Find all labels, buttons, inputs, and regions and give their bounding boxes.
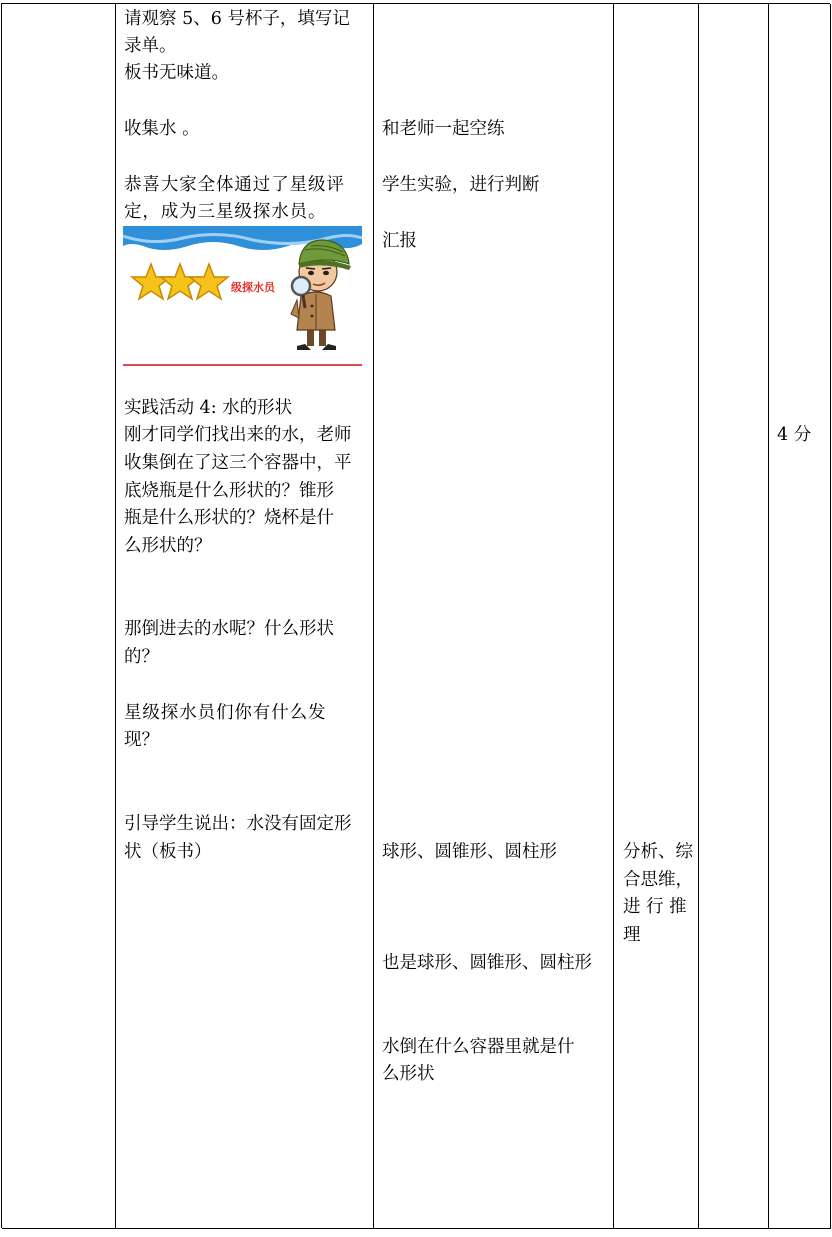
intent-text: 理 <box>623 925 641 945</box>
banner-label: 级探水员 <box>231 281 275 294</box>
teacher-text: 板书无味道。 <box>124 63 229 83</box>
student-text: 学生实验，进行判断 <box>382 175 540 195</box>
student-text: 水倒在什么容器里就是什 <box>382 1037 575 1057</box>
teacher-text: 定，成为三星级探水员。 <box>124 202 327 222</box>
teacher-text: 录单。 <box>124 36 177 56</box>
column-6-time <box>768 4 831 1228</box>
teacher-text: 瓶是什么形状的？烧杯是什 <box>124 508 334 528</box>
intent-text: 合思维， <box>623 870 693 890</box>
teacher-text: 实践活动 4: 水的形状 <box>124 398 293 418</box>
teacher-text: 请观察 5、6 号杯子，填写记 <box>124 9 350 29</box>
three-star-detective-banner <box>123 226 362 366</box>
teacher-text: 底烧瓶是什么形状的？锥形 <box>124 481 334 501</box>
teacher-text: 么形状的？ <box>124 536 212 556</box>
student-text: 汇报 <box>382 231 417 251</box>
teacher-text: 现？ <box>124 730 159 750</box>
teacher-text: 星级探水员们你有什么发 <box>124 703 327 723</box>
table-bottom-border <box>2 1228 831 1229</box>
teacher-text: 恭喜大家全体通过了星级评 <box>124 175 345 195</box>
teacher-text: 收集倒在了这三个容器中，平 <box>124 453 352 473</box>
intent-text: 分析、综 <box>623 842 693 862</box>
teacher-text: 刚才同学们找出来的水，老师 <box>124 425 352 445</box>
teacher-text: 引导学生说出：水没有固定形 <box>124 814 352 834</box>
student-text: 和老师一起空练 <box>382 119 505 139</box>
teacher-text: 收集水 。 <box>124 119 200 139</box>
teacher-text: 状（板书） <box>124 842 212 862</box>
column-1 <box>2 4 116 1228</box>
time-allocation: 4 分 <box>777 425 812 445</box>
student-text: 么形状 <box>382 1064 435 1084</box>
teacher-text: 那倒进去的水呢？什么形状 <box>124 619 334 639</box>
intent-text: 进 行 推 <box>623 897 687 917</box>
student-text: 也是球形、圆锥形、圆柱形 <box>382 953 592 973</box>
column-5 <box>698 4 769 1228</box>
student-text: 球形、圆锥形、圆柱形 <box>382 842 557 862</box>
column-4-intent <box>613 4 699 1228</box>
teacher-text: 的？ <box>124 647 159 667</box>
